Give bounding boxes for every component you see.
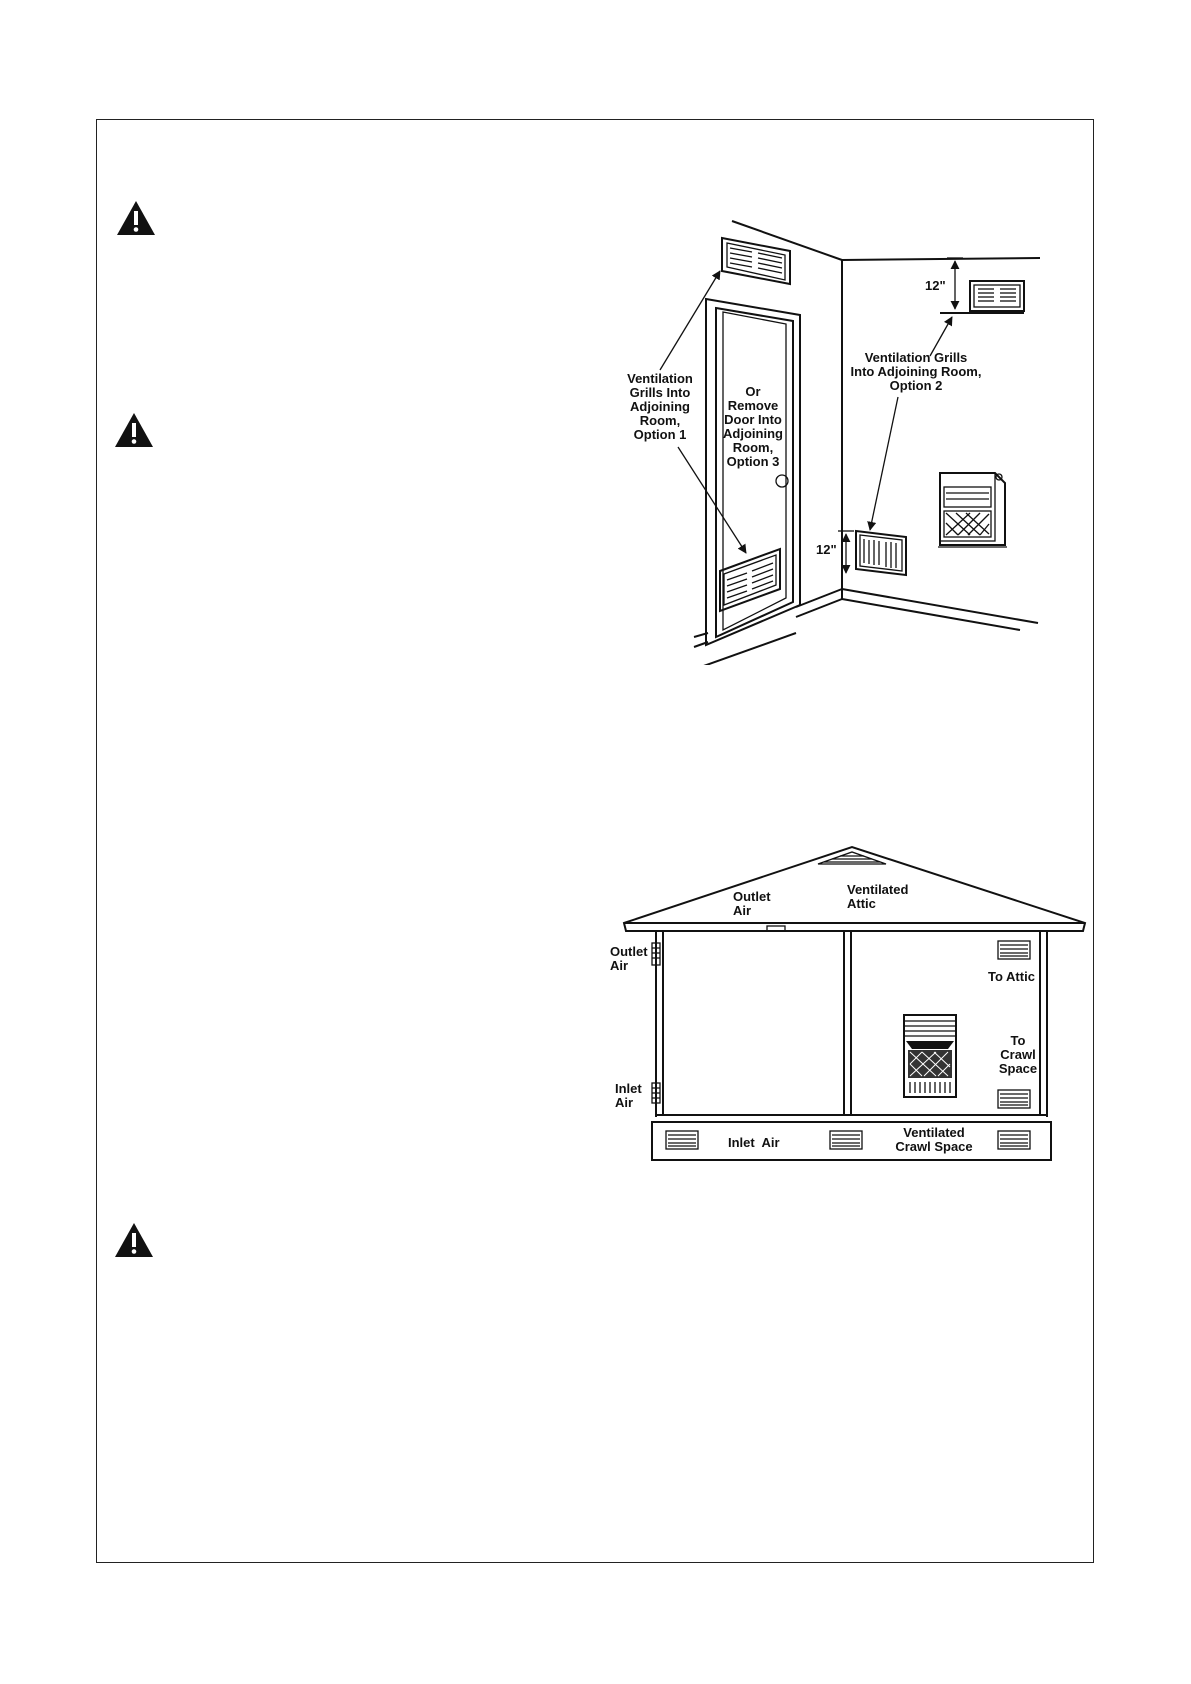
svg-text:Adjoining: Adjoining (723, 426, 783, 441)
wall-heater (904, 1015, 956, 1097)
label-option2 (851, 350, 982, 393)
svg-text:Inlet: Inlet (615, 1081, 642, 1096)
svg-text:Ventilation: Ventilation (627, 371, 693, 386)
warning-icon (114, 412, 154, 448)
svg-text:Option 3: Option 3 (726, 454, 780, 469)
svg-text:Door Into: Door Into (724, 412, 782, 427)
label-outlet-air-wall (610, 944, 648, 973)
svg-text:Or: Or (745, 384, 761, 399)
label-to-crawl-space (999, 1033, 1037, 1076)
svg-text:Ventilated: Ventilated (903, 1125, 965, 1140)
svg-text:Air: Air (733, 903, 752, 918)
dimension-top-label: 12" (925, 278, 946, 293)
crawl-vent-left (666, 1131, 698, 1149)
grill-to-attic (998, 941, 1030, 959)
svg-text:Air: Air (610, 958, 629, 973)
svg-text:Crawl Space: Crawl Space (895, 1139, 973, 1154)
label-outlet-air-attic (733, 889, 771, 918)
svg-text:Remove: Remove (727, 398, 779, 413)
svg-text:Attic: Attic (847, 896, 876, 911)
ventilation-grill-top-left (722, 238, 790, 284)
svg-text:Option 1: Option 1 (633, 427, 687, 442)
grill-to-crawl-space (998, 1090, 1030, 1108)
label-option3 (723, 384, 783, 469)
svg-text:Ventilation Grills: Ventilation Grills (864, 350, 968, 365)
svg-text:Into Adjoining Room,: Into Adjoining Room, (850, 364, 982, 379)
svg-text:Outlet: Outlet (610, 944, 648, 959)
dimension-bottom (838, 531, 854, 573)
crawl-vent-right (998, 1131, 1030, 1149)
svg-text:Option 2: Option 2 (889, 378, 943, 393)
arrow-option1-top (660, 271, 720, 370)
crawl-vent-middle (830, 1131, 862, 1149)
svg-text:Grills Into: Grills Into (629, 385, 691, 400)
ventilation-options-figure (600, 205, 1050, 665)
wall-heater (938, 473, 1007, 547)
ventilation-grill-upper-right (940, 281, 1024, 313)
svg-text:Crawl: Crawl (1000, 1047, 1036, 1062)
ventilation-grill-door (720, 549, 780, 611)
house-walls (652, 931, 1051, 1160)
label-ventilated-attic (847, 882, 908, 911)
svg-text:Air: Air (615, 1095, 634, 1110)
svg-text:Room,: Room, (732, 440, 774, 455)
dimension-bottom-label: 12" (816, 542, 837, 557)
label-ventilated-crawl-space (895, 1125, 972, 1154)
dimension-top (947, 258, 963, 309)
svg-text:Space: Space (998, 1061, 1038, 1076)
svg-text:Room,: Room, (639, 413, 681, 428)
house-ventilation-figure (600, 835, 1090, 1165)
label-option1 (627, 371, 693, 442)
warning-icon (114, 1222, 154, 1258)
label-to-attic: To Attic (988, 969, 1035, 984)
svg-text:Ventilated: Ventilated (847, 882, 909, 897)
ventilation-grill-lower-right (856, 531, 906, 575)
label-inlet-air-crawl: Inlet Air (728, 1135, 780, 1150)
svg-text:To: To (1010, 1033, 1026, 1048)
svg-text:Outlet: Outlet (733, 889, 771, 904)
label-inlet-air-wall (615, 1081, 642, 1110)
warning-icon (116, 200, 156, 236)
arrow-option2-bottom (870, 397, 898, 530)
door (698, 299, 800, 665)
svg-text:Adjoining: Adjoining (630, 399, 690, 414)
